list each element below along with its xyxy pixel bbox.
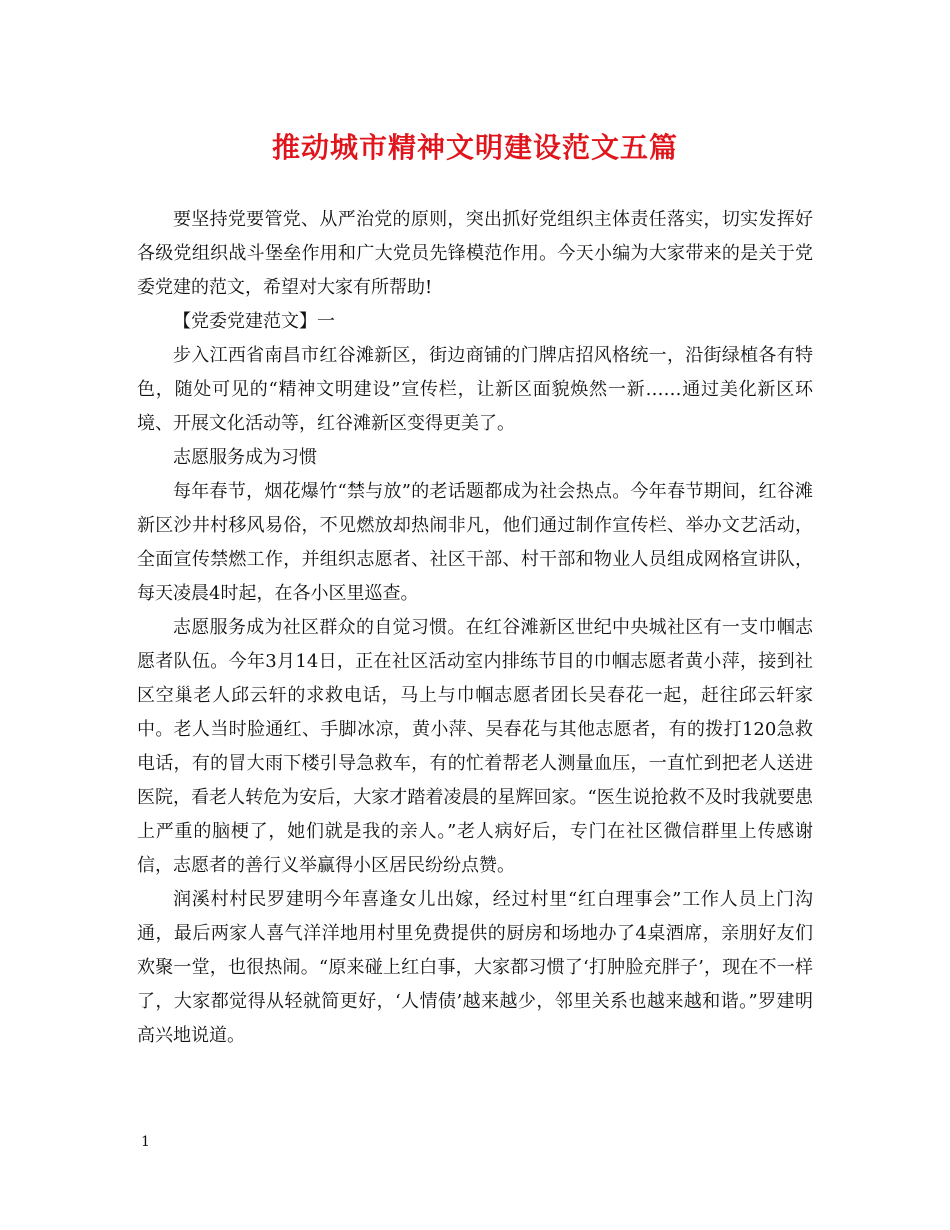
paragraph-intro: 要坚持党要管党、从严治党的原则，突出抓好党组织主体责任落实，切实发挥好各级党组织战斗堡垒作用和广大党员先锋模范作用。今天小编为大家带来的是关于党委党建的范文，希望对大家有所帮助! <box>137 209 813 298</box>
subheading-volunteer: 志愿服务成为习惯 <box>173 447 317 468</box>
document-body <box>137 203 813 1053</box>
paragraph-hongutan: 步入江西省南昌市红谷滩新区，街边商铺的门牌店招风格统一，沿街绿植各有特色，随处可见的“精神文明建设”宣传栏，让新区面貌焕然一新……通过美化新区环境、开展文化活动等，红谷滩新区变得更美了。 <box>137 345 813 434</box>
page-number: 1 <box>141 1134 150 1150</box>
paragraph-spring-festival: 每年春节，烟花爆竹“禁与放”的老话题都成为社会热点。今年春节期间，红谷滩新区沙井村移风易俗，不见燃放却热闹非凡，他们通过制作宣传栏、举办文艺活动，全面宣传禁燃工作，并组织志愿者、社区干部、村干部和物业人员组成网格宣讲队，每天凌晨4时起，在各小区里巡查。 <box>137 481 813 604</box>
section-heading-1: 【党委党建范文】一 <box>173 311 335 332</box>
paragraph-wedding: 润溪村村民罗建明今年喜逢女儿出嫁，经过村里“红白理事会”工作人员上门沟通，最后两家人喜气洋洋地用村里免费提供的厨房和场地办了4桌酒席，亲朋好友们欢聚一堂，也很热闹。“原来碰上红白事，大家都习惯了‘打肿脸充胖子’，现在不一样了，大家都觉得从轻就简更好，‘人情债’越来越少，邻里关系也越来越和谐。”罗建明高兴地说道。 <box>137 889 813 1046</box>
document-title: 推动城市精神文明建设范文五篇 <box>271 131 678 164</box>
paragraph-volunteer-team: 志愿服务成为社区群众的自觉习惯。在红谷滩新区世纪中央城社区有一支巾帼志愿者队伍。今年3月14日，正在社区活动室内排练节目的巾帼志愿者黄小萍，接到社区空巢老人邱云轩的求救电话，马上与巾帼志愿者团长吴春花一起，赶往邱云轩家中。老人当时脸通红、手脚冰凉，黄小萍、吴春花与其他志愿者，有的拨打120急救电话，有的冒大雨下楼引导急救车，有的忙着帮老人测量血压，一直忙到把老人送进医院，看老人转危为安后，大家才踏着凌晨的星辉回家。“医生说抢救不及时我就要患上严重的脑梗了，她们就是我的亲人。”老人病好后，专门在社区微信群里上传感谢信，志愿者的善行义举赢得小区居民纷纷点赞。 <box>137 617 813 876</box>
